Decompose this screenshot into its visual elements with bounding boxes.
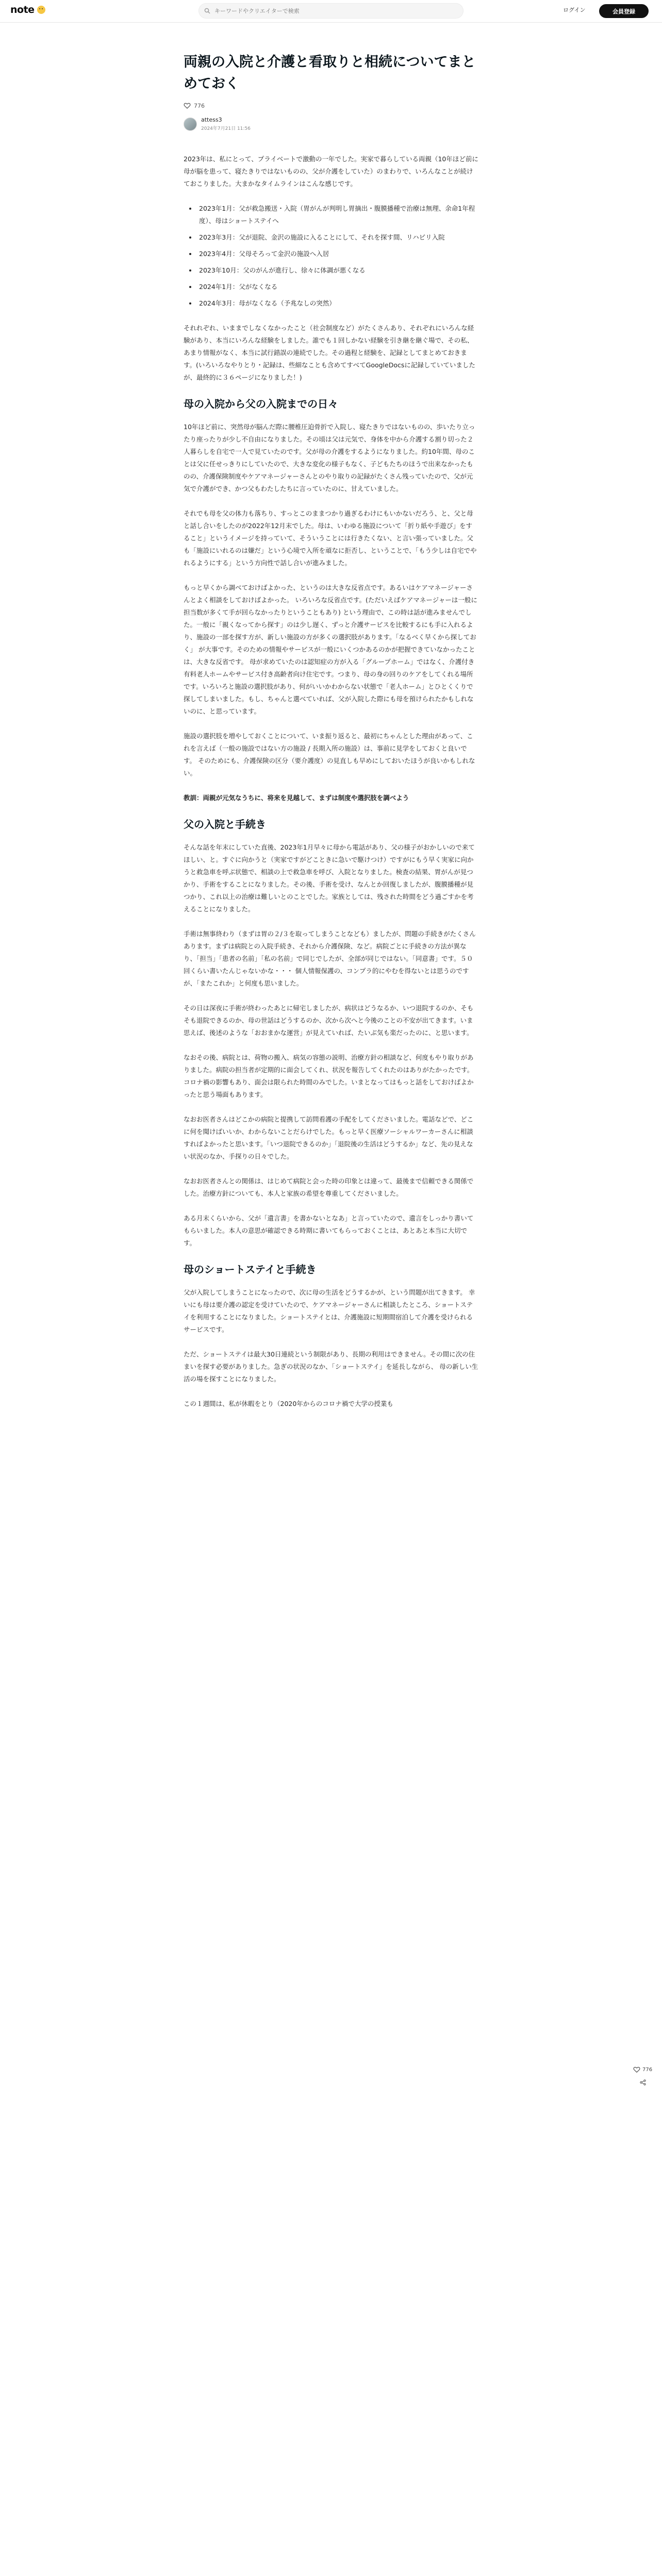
- timeline-item: • 2023年10月：父のがんが進行し、徐々に体調が悪くなる: [197, 264, 478, 277]
- note-logo[interactable]: [10, 4, 45, 15]
- signup-button[interactable]: 会員登録: [599, 4, 649, 18]
- paragraph: なおお医者さんはどこかの病院と提携して訪問看護の手配をしてくださいました。電話などで、どこに何を聞けばいいか、わからないことだらけでした。もっと早く医療ソーシャルワーカーさんに相談すればよかったと思います。「いつ退院できるのか」「退院後の生活はどうするか」など、先の見えない状況のなか、手探りの日々でした。: [184, 1115, 474, 1160]
- paragraph: なおその後、病院とは、荷物の搬入、病気の容態の説明、治療方針の相談など、何度もやり取りがありました。病院の担当者が定期的に面会してくれ、状況を報告してくれたのはありがたかったです。 コロナ禍の影響もあり、面会は限られた時間のみでした。いまとなってはもっと話をしておけばよかったと思う場面もあります。: [184, 1054, 474, 1098]
- timeline-item: • 2023年4月：父母そろって金沢の施設へ入居: [197, 248, 478, 260]
- article: [184, 52, 478, 1422]
- side-like-button[interactable]: [633, 2066, 652, 2073]
- timeline-list: [197, 202, 478, 310]
- timeline-item: • 2023年1月：父が救急搬送・入院（胃がんが判明し胃摘出・腹膜播種で治療は無理、余命1年程度）、母はショートステイへ: [197, 202, 478, 227]
- intro-paragraph: 2023年は、私にとって、プライベートで激動の一年でした。実家で暮らしている両親（10年ほど前に母が脳を患って、寝たきりではないものの、父が介護をしていた）のまわりで、いろんなことが続けておこりました。大まかなタイムラインはこんな感じです。: [184, 155, 478, 188]
- author-name[interactable]: attess3: [201, 116, 222, 123]
- author-meta: [201, 116, 251, 131]
- intro-paragraph-2: それれぞれ、いままでしなくなかったこと（社会制度など）がたくさんあり、それぞれにいろんな経験があり、本当にいろんな経験をしました。誰でも１回しかない経験を引き継を継ぐ場で、その私、あまり情報がなく、本当に試行錯誤の連続でした。その過程と経験を、記録としてまとめておきます。(いろいろなやりとり・記録は、些細なことも含めてすべてGoogleDocsに記録していていましたが、最終的に３６ページになりました！): [184, 324, 475, 381]
- logo-emoji-icon: [37, 6, 45, 14]
- paragraph: もっと早くから調べておけばよかった、というのは大きな反省点です。あるいはケアマネージャーさんとよく相談をしておけばよかった。 いろいろな反省点です。(ただいえばケアマネージャーは一般に担当数が多くて手が回らなかったりということもあり) という理由で、この時は話が進みませんでした。一般に「親くなってから探す」のは少し遅く、ずっと介護サービスを比較するにも手に入れるより、施設の一部を探す方が、新しい施設の方が多くの選択肢があります。「なるべく早くから探しておく」 が大事です。そのための情報やサービスが一般にいくつかあるのかが把握できていなかったことは、大きな反省です。 母が求めていたのは認知症の方が入る「グループホーム」ではなく、介護付き有料老人ホームやサービス付き高齢者向け住宅です。つまり、母の身の回りのケアをしてくれる場所です。いろいろと施設の選択肢があり、何がいいかわからない状態で「老人ホーム」とひとくくりで探してしまいました。もし、ちゃんと選べていれば、父が入院した際にも母を預けられたかもしれないのに、と思っています。: [184, 584, 477, 715]
- paragraph: 10年ほど前に、突然母が脳んだ際に腰椎圧迫骨折で入院し、寝たきりではないものの、歩いたり立ったり座ったりが少し不自由になりました。その頃は父は元気で、身体を中から介護する割り切った２人暮らしを自宅で一人で見ていたのです。父が母の介護をするようになりました。約10年間、母のことは父に任せっきりにしていたので、大きな変化の様子もなく、子どもたちのほうで出来なかったものの、介護保険制度やケアマネージャーさんとのやり取りの記録がたくさん残っていたので、父が元気で介護ができ、かつ父もわたしたちに言っていたのに、甘えていました。: [184, 423, 475, 493]
- login-link[interactable]: ログイン: [563, 7, 586, 13]
- paragraph: そんな話を年末にしていた直後、2023年1月早々に母から電話があり、父の様子がおかしいので来てほしい、と。すぐに向かうと（実家ですがどこときに急いで駆けつけ）ですがにもう早く実家に向かうと救急車を呼ぶ状態で、相談の上で救急車を呼び、入院となりました。検査の結果、胃がんが見つかり、手術をすることになりました。その後、手術を受け、なんとか回復しましたが、腹膜播種が見つかり、これ以上の治療は難しいとのことでした。家族としては、残された時間をどう過ごすかを考えることになりました。: [184, 843, 475, 913]
- search-box[interactable]: [198, 3, 464, 19]
- side-action-bar: [633, 2066, 652, 2086]
- timeline-item: • 2023年3月：父が退院、金沢の施設に入ることにして、それを探す間、リハビリ入院: [197, 231, 478, 244]
- paragraph: 施設の選択肢を増やしておくことについて、いま振り返ると、最初にちゃんとした理由があって、これを言えば（一般の施設ではない方の施設 / 長期入所の施設）は、事前に見学をしておくと良いです。 そのためにも、介護保険の区分（要介護度）の見直しも早めにしておいたほうが良いかもしれない。: [184, 732, 475, 777]
- paragraph: 手術は無事終わり（まずは胃の２/３を取ってしまうことなども）ましたが、問題の手続きがたくさんあります。まずは病院との入院手続き、それから介護保険、など。病院ごとに手続きの方法が異なり、「担当」「患者の名前」「私の名前」で同じでしたが、全部が同じではない。「同意書」です。５０回くらい書いたんじゃないかな・・・ 個人情報保護の、コンプラ的にやむを得ないとは思うのですが、「またこれか」と何度も思いました。: [184, 930, 476, 987]
- paragraph: ある月末くらいから、父が「遺言書」を書かないとなあ」と言っていたので、遺言をしっかり書いてもらいました。本人の意思が確認できる時期に書いてもらっておくことは、あとあと本当に大切です。: [184, 1214, 474, 1247]
- timeline-item: • 2024年3月：母がなくなる（予兆なしの突然）: [197, 297, 478, 310]
- paragraph: なおお医者さんとの関係は、はじめて病院と会った時の印象とは違って、最後まで信頼できる関係でした。治療方針についても、本人と家族の希望を尊重してくださいました。: [184, 1177, 474, 1197]
- paragraph: その日は深夜に手術が終わったあとに帰宅しましたが、病状はどうなるか、いつ退院するのか、そもそも退院できるのか、母の世話はどうするのか、次から次へと今後のことの不安が出てきます。いま思えば、後述のような「おおまかな運営」が見えていれば、たいぶ気も楽だったのに、と思います。: [184, 1004, 474, 1037]
- article-body: [184, 153, 478, 1410]
- heart-icon: [633, 2066, 640, 2073]
- article-title: 両親の入院と介護と看取りと相続についてまとめておく: [184, 54, 476, 92]
- share-icon[interactable]: [640, 2079, 646, 2086]
- site-header: [0, 0, 662, 23]
- lesson-note: 教訓：両親が元気なうちに、将来を見越して、まずは制度や選択肢を調べよう: [184, 794, 409, 802]
- timeline-item: • 2024年1月：父がなくなる: [197, 281, 478, 293]
- like-row: [184, 102, 478, 109]
- author-row: [184, 116, 478, 131]
- logo-text: note: [10, 4, 35, 15]
- like-count: 776: [194, 102, 205, 109]
- search-icon: [204, 8, 210, 14]
- heart-icon[interactable]: [184, 102, 191, 109]
- section-heading: 母の入院から父の入院までの日々: [184, 398, 338, 410]
- paragraph: ただ、ショートステイは最大30日連続という制限があり、長期の利用はできません。その間に次の住まいを探す必要がありました。急ぎの状況のなか、「ショートステイ」を延長しながら、 母の新しい生活の場を探すことになりました。: [184, 1350, 478, 1383]
- section-heading: 母のショートステイと手続き: [184, 1263, 317, 1276]
- publish-date: 2024年7月21日 11:56: [201, 126, 251, 131]
- paragraph: 父が入院してしまうことになったので、次に母の生活をどうするかが、という問題が出てきます。 幸いにも母は要介護の認定を受けていたので、ケアマネージャーさんに相談したところ、ショートステイを利用することになりました。ショートステイとは、介護施設に短期間宿泊して介護を受けられるサービスです。: [184, 1289, 475, 1333]
- search-input[interactable]: [214, 8, 441, 14]
- side-like-count: 776: [642, 2066, 653, 2073]
- paragraph: それでも母を父の体力も落ちり、すっとこのままつかり過ぎるわけにもいかないだろう、と、父と母と話し合いをしたのが2022年12月末でした。母は、いわゆる施設について「折り紙や手遊び」をすること」というイメージを持っていて、そういうことには行きたくない、と言い張っていました。父も「施設にいれるのは嫌だ」という心境で入所を頑なに拒否し、ということで、「もう少しは自宅でやれるようにする」という方向性で話し合いが進みました。: [184, 510, 477, 567]
- section-heading: 父の入院と手続き: [184, 818, 266, 831]
- paragraph: この１週間は、私が休暇をとり（2020年からのコロナ禍で大学の授業も: [184, 1400, 393, 1408]
- avatar[interactable]: [184, 117, 197, 131]
